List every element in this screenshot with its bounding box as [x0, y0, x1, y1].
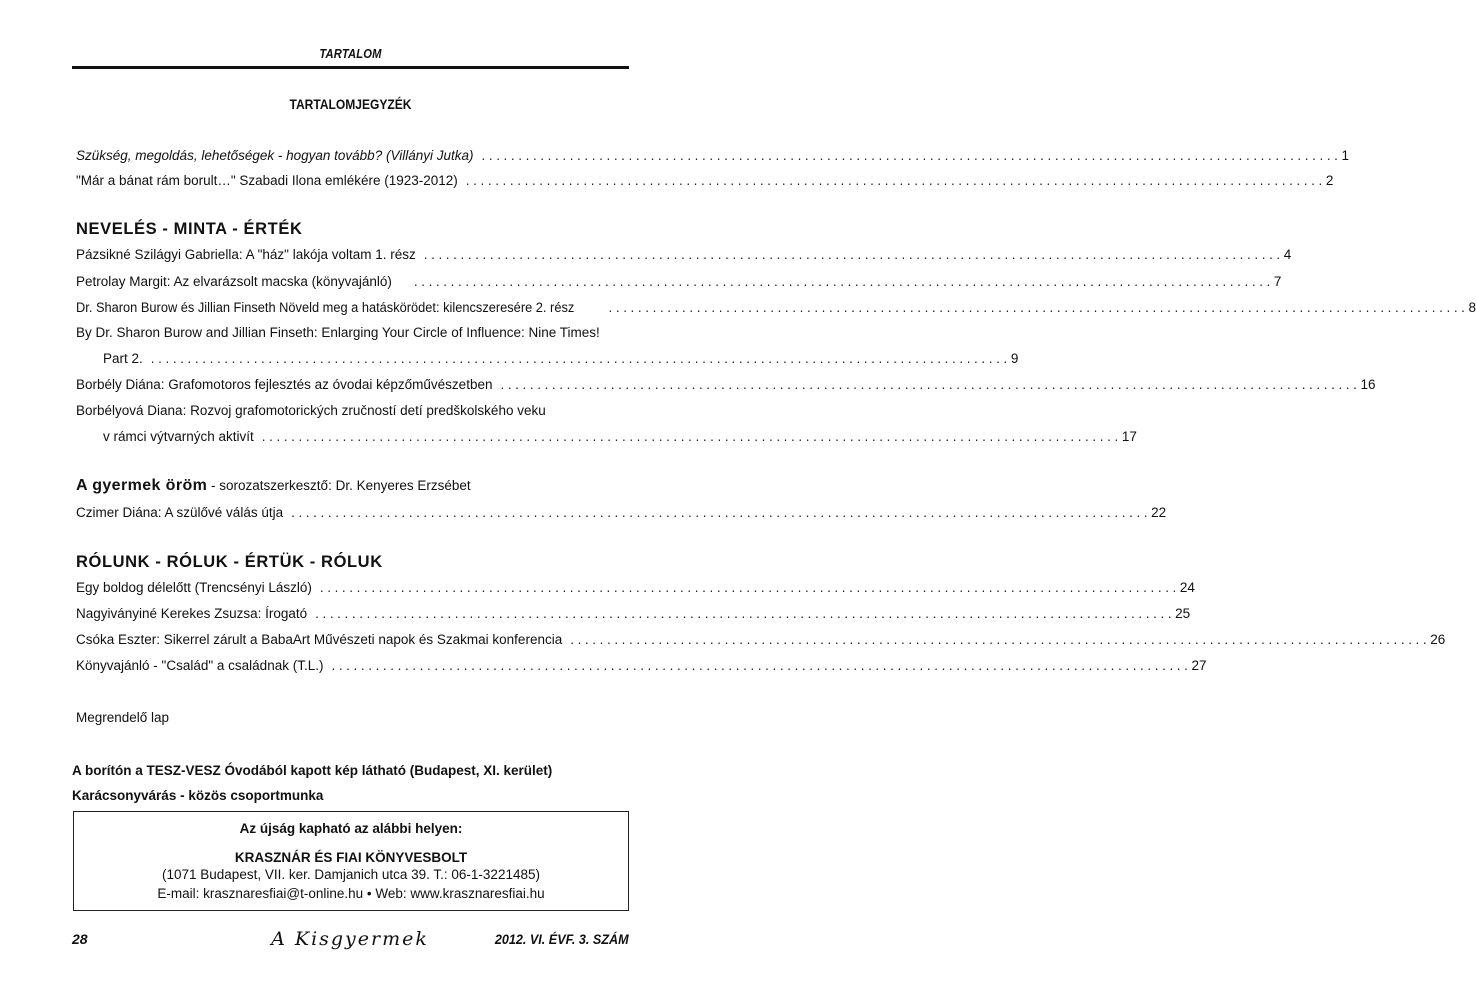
availability-box: [73, 811, 629, 911]
header-rule: [72, 66, 629, 69]
section-heading: NEVELÉS - MINTA - ÉRTÉK: [76, 220, 303, 238]
bookstore-address: (1071 Budapest, VII. ker. Damjanich utca 39. T.: 06-1-3221485): [162, 867, 540, 882]
journal-name: A Kisgyermek: [271, 928, 429, 950]
series-title: A gyermek öröm: [76, 477, 208, 494]
toc-entry: Borbélyová Diana: Rozvoj grafomotorických zručností detí predškolského veku: [76, 403, 546, 418]
order-form-label: Megrendelő lap: [76, 710, 170, 725]
cover-note: A borítón a TESZ-VESZ Óvodából kapott kép látható (Budapest, XI. kerület): [72, 763, 553, 778]
toc-entry: Petrolay Margit: Az elvarázsolt macska (könyvajánló) ..................................................................................................................... 7: [76, 274, 1282, 289]
running-header: TARTALOM: [319, 46, 382, 61]
section-heading: RÓLUNK - RÓLUK - ÉRTÜK - RÓLUK: [76, 553, 383, 571]
availability-heading: Az újság kapható az alábbi helyen:: [239, 821, 463, 836]
toc-entry: Egy boldog délelőtt (Trencsényi László) ..................................................................................................................... 24: [76, 580, 1195, 595]
page-number: 28: [72, 931, 88, 947]
toc-entry: Szükség, megoldás, lehetőségek - hogyan tovább? (Villányi Jutka) ..................................................................................................................... 1: [76, 148, 1350, 163]
toc-entry: Dr. Sharon Burow és Jillian Finseth Növeld meg a hatáskörödet: kilencszeresére 2. rész ..................................................................................................................... 8: [76, 300, 1476, 315]
toc-entry: Nagyiványiné Kerekes Zsuzsa: Írogató ..................................................................................................................... 25: [76, 606, 1191, 621]
cover-note-caption: Karácsonyvárás - közös csoportmunka: [72, 788, 324, 803]
section-heading-series: [76, 477, 471, 495]
issue-info: 2012. VI. ÉVF. 3. SZÁM: [495, 931, 629, 947]
toc-entry-continuation: v rámci výtvarných aktivít ..................................................................................................................... 17: [103, 429, 1137, 444]
toc-entry: By Dr. Sharon Burow and Jillian Finseth: Enlarging Your Circle of Influence: Nine Times!: [76, 325, 600, 340]
bookstore-name: KRASZNÁR ÉS FIAI KÖNYVESBOLT: [234, 850, 468, 865]
toc-entry: Czimer Diána: A szülővé válás útja ..................................................................................................................... 22: [76, 505, 1167, 520]
bookstore-contact: E-mail: krasznaresfiai@t-online.hu • Web: www.krasznaresfiai.hu: [157, 886, 545, 901]
toc-entry: Könyvajánló - "Család" a családnak (T.L.) ..................................................................................................................... 27: [76, 658, 1207, 673]
toc-entry-continuation: Part 2. ..................................................................................................................... 9: [103, 351, 1019, 366]
toc-entry: Pázsikné Szilágyi Gabriella: A "ház" lakója voltam 1. rész ..................................................................................................................... 4: [76, 247, 1292, 262]
toc-entry: "Már a bánat rám borult…" Szabadi Ilona emlékére (1923-2012) ..................................................................................................................... 2: [76, 173, 1334, 188]
toc-entry: Borbély Diána: Grafomotoros fejlesztés az óvodai képzőművészetben ..................................................................................................................... 16: [76, 377, 1376, 392]
toc-entry: Csóka Eszter: Sikerrel zárult a BabaArt Művészeti napok és Szakmai konferencia ..................................................................................................................... 26: [76, 632, 1446, 647]
series-editor: - sorozatszerkesztő: Dr. Kenyeres Erzsébet: [207, 478, 471, 493]
toc-title: TARTALOMJEGYZÉK: [289, 96, 412, 112]
